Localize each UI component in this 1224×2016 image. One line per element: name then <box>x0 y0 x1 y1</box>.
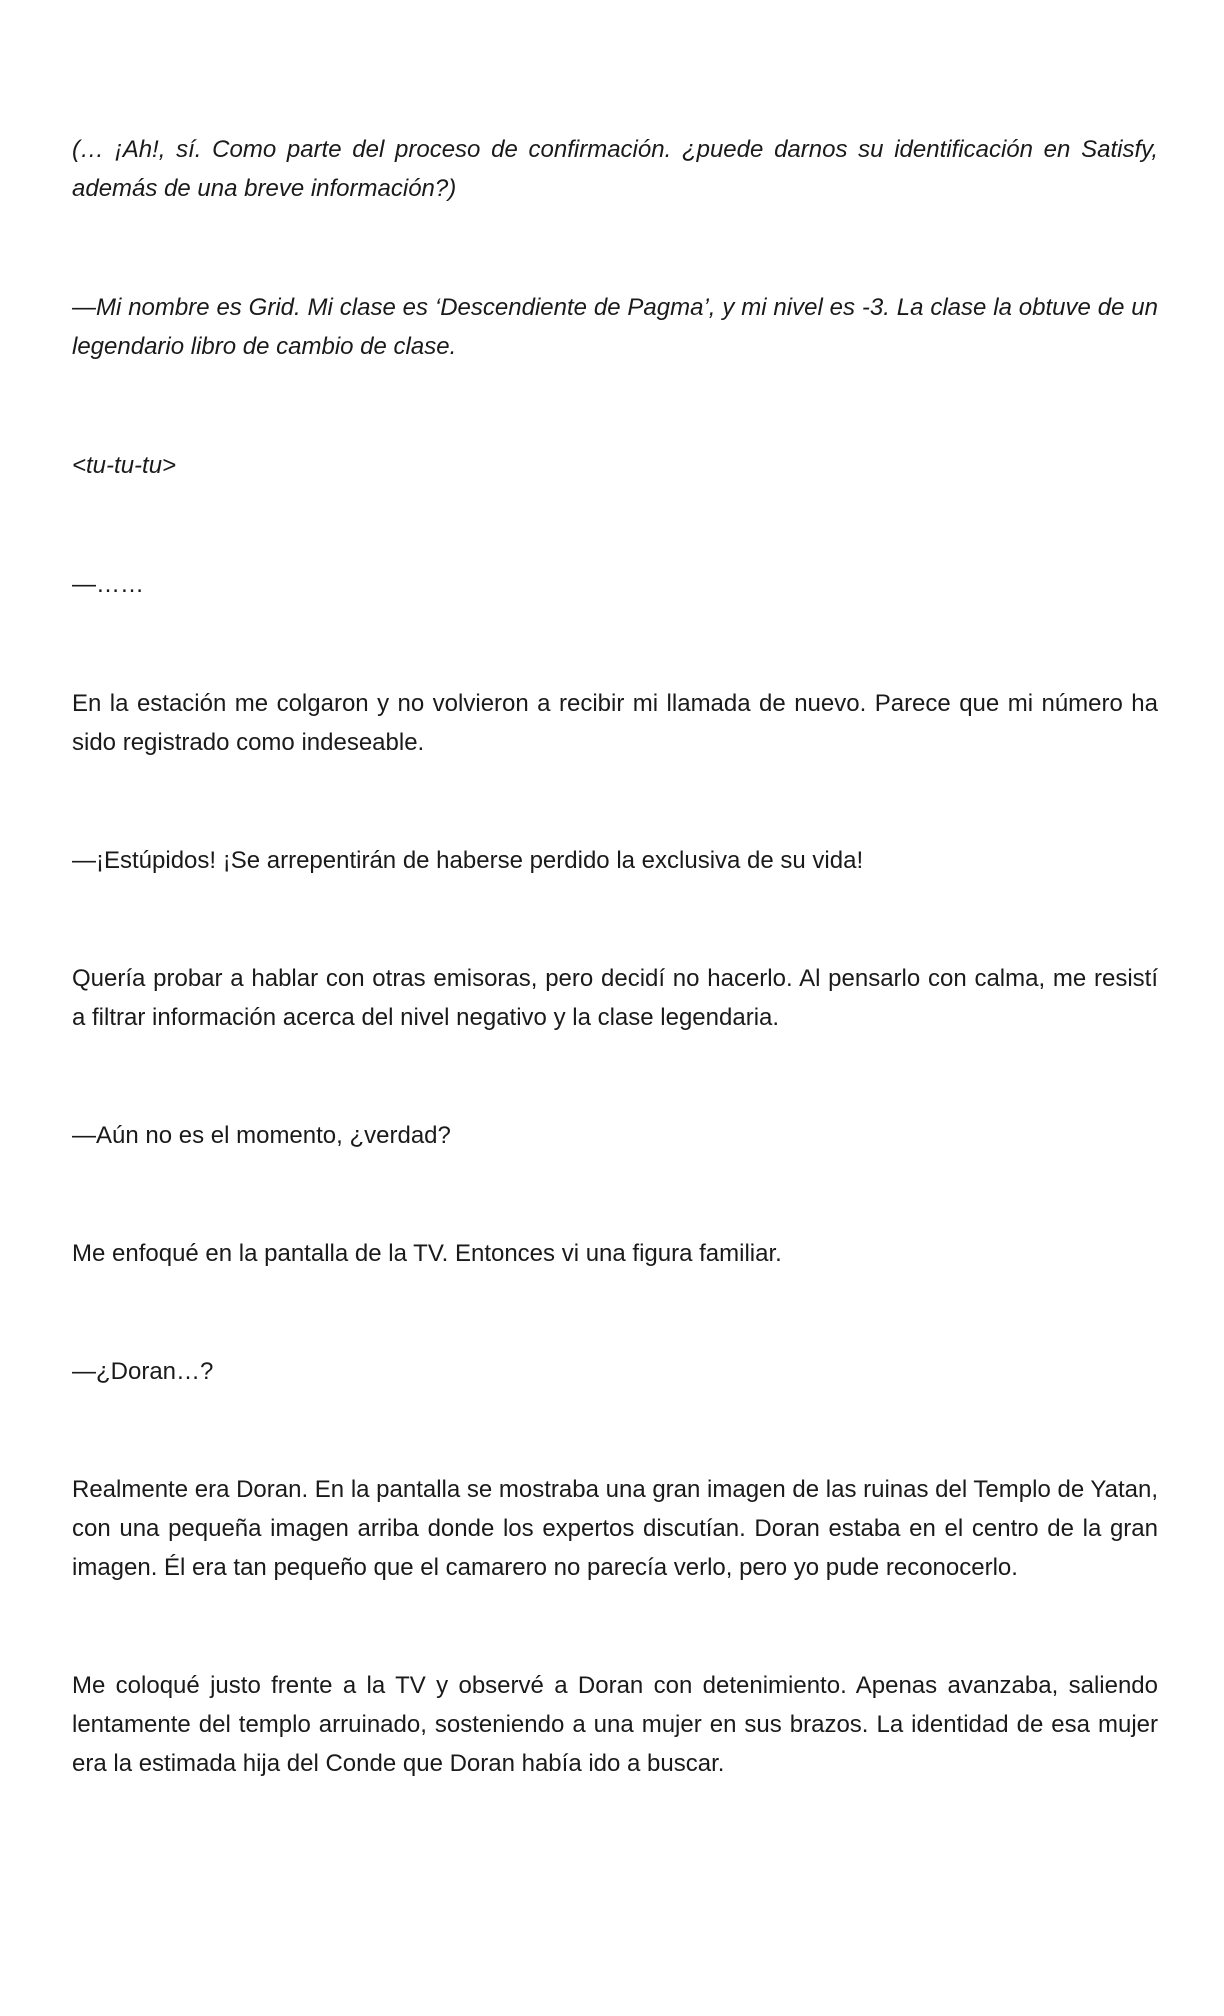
narration-in-front-of-tv: Me coloqué justo frente a la TV y observé a Doran con detenimiento. Apenas avanzaba, saliendo lentamente del templo arruinado, sosteniendo a una mujer en sus brazos. La identidad de esa mujer era la estimada hija del Conde que Doran había ido a buscar. <box>72 1672 1158 1777</box>
narration-station: En la estación me colgaron y no volvieron a recibir mi llamada de nuevo. Parece que mi número ha sido registrado como indeseable. <box>72 690 1158 756</box>
dialogue-not-the-moment: —Aún no es el momento, ¿verdad? <box>72 1122 451 1149</box>
dialogue-stupid: —¡Estúpidos! ¡Se arrepentirán de haberse perdido la exclusiva de su vida! <box>72 847 864 874</box>
silence-line: —…… <box>72 571 144 598</box>
narration-other-stations: Quería probar a hablar con otras emisoras, pero decidí no hacerlo. Al pensarlo con calma, me resistí a filtrar información acerca del nivel negativo y la clase legendaria. <box>72 965 1158 1031</box>
grid-answer: —Mi nombre es Grid. Mi clase es ‘Descendiente de Pagma’, y mi nivel es -3. La clase la obtuve de un legendario libro de cambio de clase. <box>72 294 1158 360</box>
radio-host-question: (… ¡Ah!, sí. Como parte del proceso de confirmación. ¿puede darnos su identificación en Satisfy, además de una breve información?) <box>72 136 1158 202</box>
dialogue-doran: —¿Doran…? <box>72 1358 214 1385</box>
hangup-tone: <tu-tu-tu> <box>72 452 177 479</box>
document-page <box>72 130 1158 1783</box>
narration-tv-screen: Me enfoqué en la pantalla de la TV. Entonces vi una figura familiar. <box>72 1240 782 1267</box>
narration-really-doran: Realmente era Doran. En la pantalla se mostraba una gran imagen de las ruinas del Templo de Yatan, con una pequeña imagen arriba donde los expertos discutían. Doran estaba en el centro de la gran imagen. Él era tan pequeño que el camarero no parecía verlo, pero yo pude reconocerlo. <box>72 1476 1158 1581</box>
